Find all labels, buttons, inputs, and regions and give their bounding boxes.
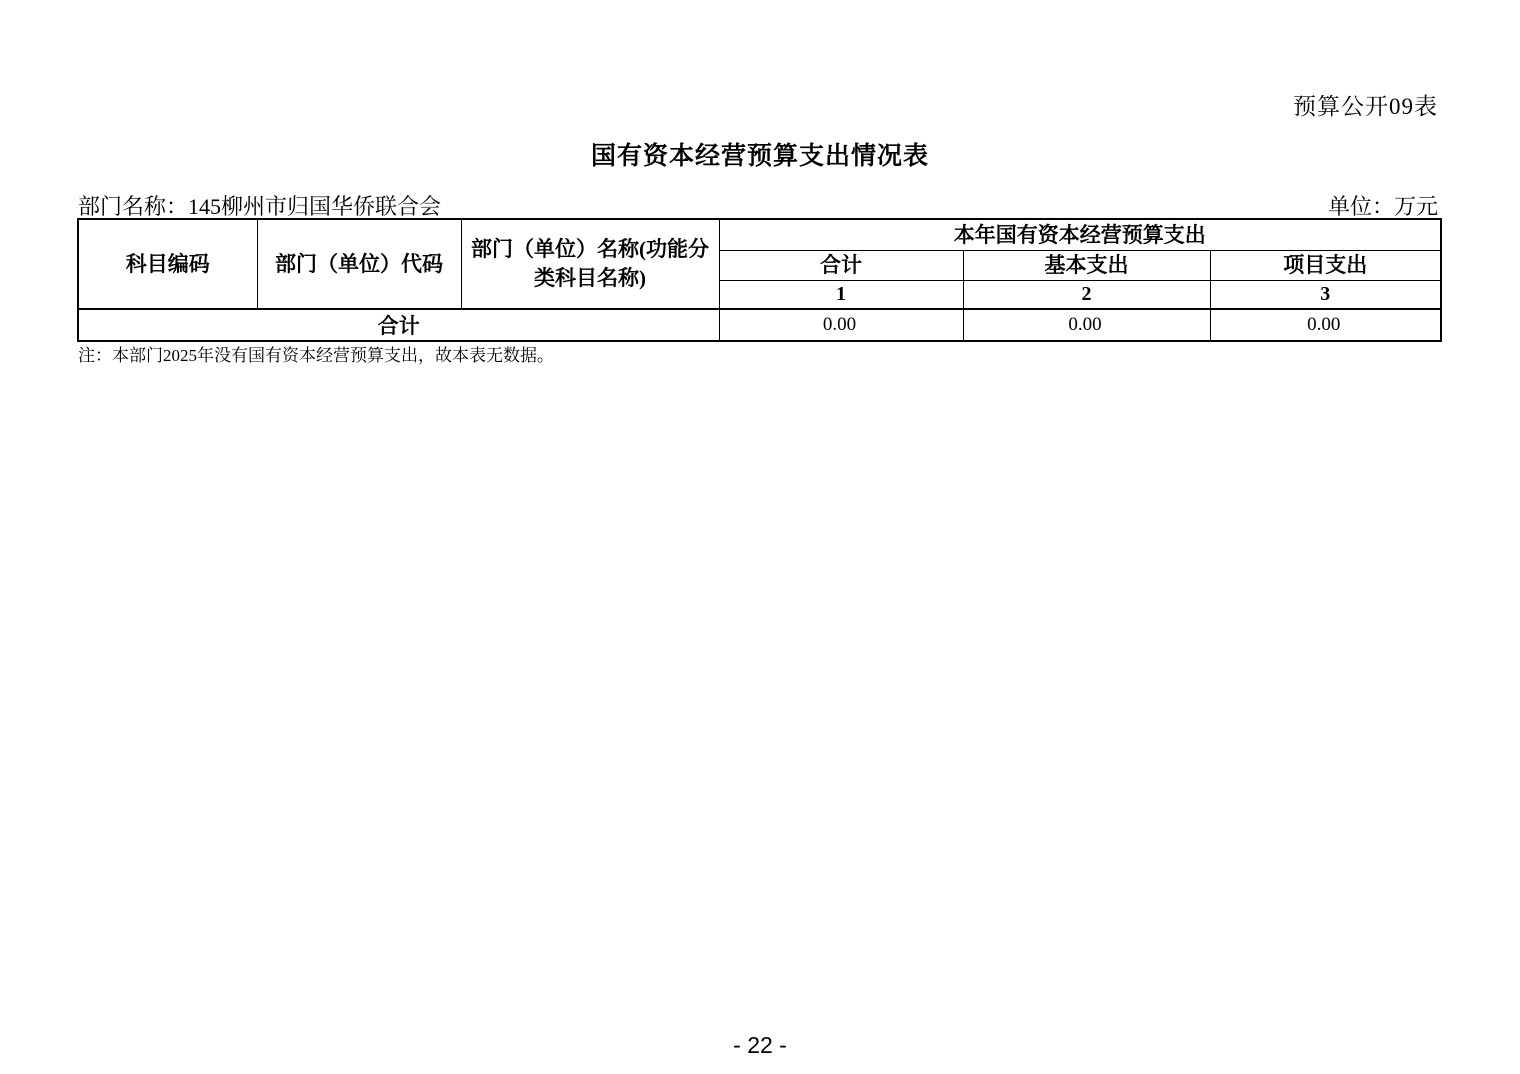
header-total: 合计 [719, 250, 963, 280]
row-total-label: 合计 [78, 309, 719, 341]
page-title: 国有资本经营预算支出情况表 [590, 143, 929, 170]
header-col-num-1: 1 [719, 280, 963, 309]
header-row-group [78, 219, 1441, 250]
form-number-label: 预算公开09表 [1293, 94, 1438, 119]
row-total-value-total: 0.00 [719, 309, 963, 341]
header-dept-name: 部门（单位）名称(功能分类科目名称) [461, 219, 719, 309]
unit-label: 单位：万元 [1327, 194, 1438, 219]
table-note: 注：本部门2025年没有国有资本经营预算支出，故本表无数据。 [78, 346, 554, 365]
row-total-value-basic: 0.00 [963, 309, 1210, 341]
header-subject-code: 科目编码 [78, 219, 257, 309]
budget-expenditure-table [77, 218, 1442, 342]
header-basic-expenditure: 基本支出 [963, 250, 1210, 280]
meta-row [78, 190, 1438, 221]
header-col-num-2: 2 [963, 280, 1210, 309]
page-number: - 22 - [733, 1032, 787, 1058]
header-col-num-3: 3 [1210, 280, 1441, 309]
row-total-value-project: 0.00 [1210, 309, 1441, 341]
header-group-current-year-expenditure: 本年国有资本经营预算支出 [719, 219, 1441, 250]
header-dept-code: 部门（单位）代码 [257, 219, 461, 309]
table-row-total [78, 309, 1441, 341]
department-name-label: 部门名称：145柳州市归国华侨联合会 [78, 194, 442, 219]
header-project-expenditure: 项目支出 [1210, 250, 1441, 280]
